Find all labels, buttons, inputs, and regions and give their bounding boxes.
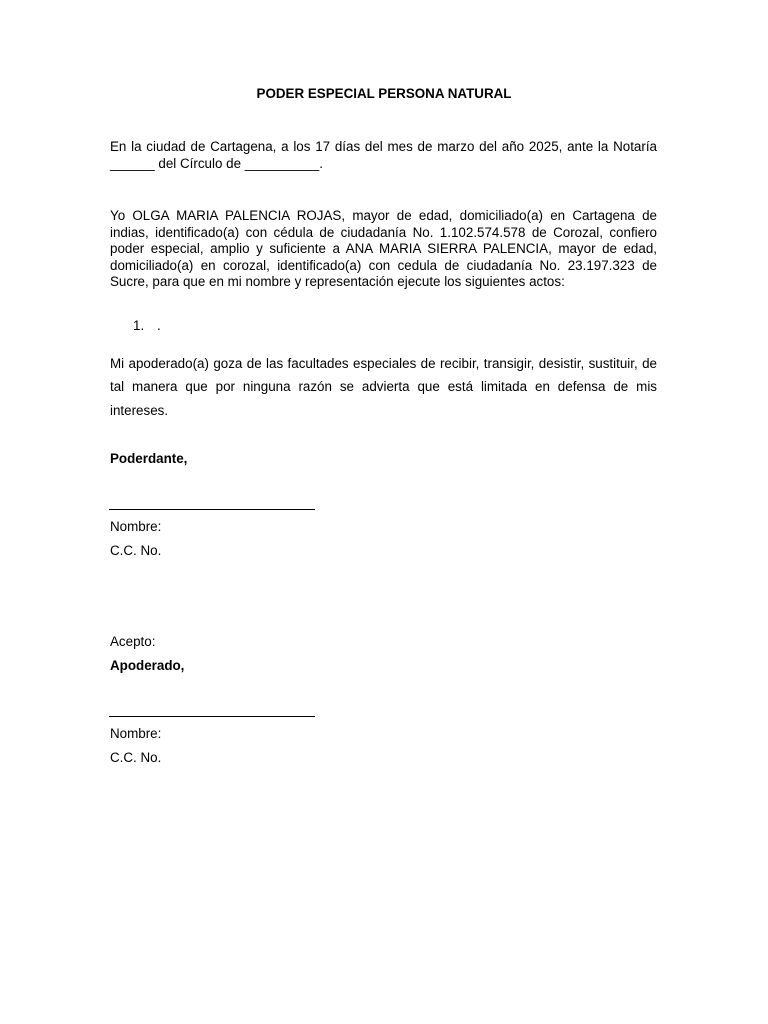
grantor-id-label: C.C. No.: [110, 543, 162, 558]
attorney-name-label: Nombre:: [110, 726, 162, 741]
grantor-heading: Poderdante,: [110, 451, 188, 466]
body-paragraph: Yo OLGA MARIA PALENCIA ROJAS, mayor de edad, domiciliado(a) en Cartagena de indias, identificado(a) con cédula de ciudadanía No. 1.102.574.578 de Corozal, confiero poder especial, amplio y suficiente a ANA MARIA SIERRA PALENCIA, mayor de edad, domiciliado(a) en corozal, identificado(a) con cedula de ciudadanía No. 23.197.323 de Sucre, para que en mi nombre y representación ejecute los siguientes actos:: [110, 208, 657, 290]
attorney-signature-line: [109, 716, 315, 717]
attorney-id-label: C.C. No.: [110, 750, 162, 765]
document-title: PODER ESPECIAL PERSONA NATURAL: [256, 86, 512, 101]
attorney-heading: Apoderado,: [110, 658, 185, 673]
intro-paragraph: En la ciudad de Cartagena, a los 17 días del mes de marzo del año 2025, ante la Notaría ______ del Círculo de __________.: [110, 139, 657, 171]
list-item-number: 1.: [133, 318, 145, 333]
faculties-paragraph: Mi apoderado(a) goza de las facultades especiales de recibir, transigir, desistir, sustituir, de tal manera que por ninguna razón se advierta que está limitada en defensa de mis intereses.: [110, 356, 657, 418]
grantor-name-label: Nombre:: [110, 519, 162, 534]
list-item-text: .: [157, 318, 161, 333]
grantor-signature-line: [109, 509, 315, 510]
accept-label: Acepto:: [110, 634, 156, 649]
